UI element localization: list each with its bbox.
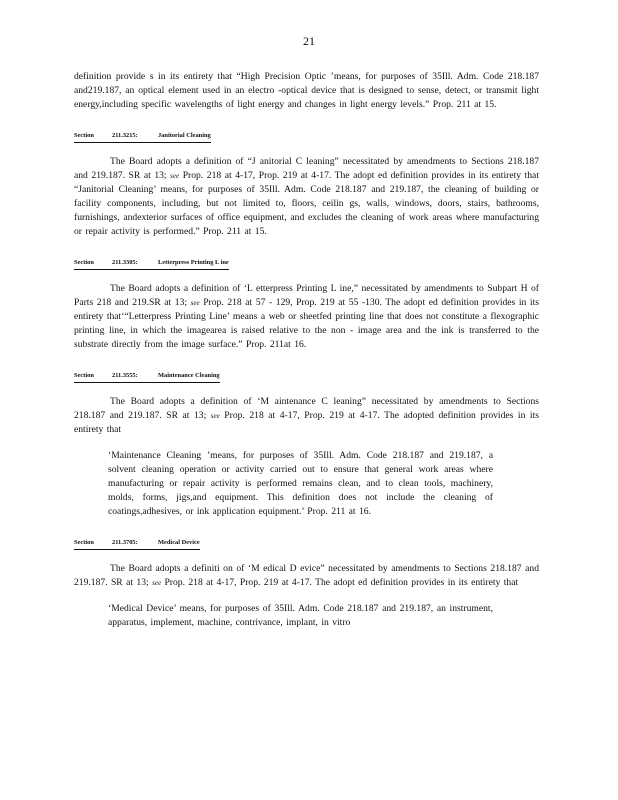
section-heading-janitorial-cleaning (74, 131, 211, 143)
section-number: 211.3705: (112, 539, 138, 546)
section-label: Section (74, 539, 94, 546)
see-signal: see (210, 412, 220, 420)
see-signal: see (170, 172, 180, 180)
block-quote: ‘Medical Device’ means, for purposes of 35Ill. Adm. Code 218.187 and 219.187, an instrument, apparatus, implement, machine, contrivance, implant, in vitro (108, 603, 493, 628)
section-label: Section (74, 259, 94, 266)
see-signal: see (152, 579, 162, 587)
continuation-paragraph: definition provide s in its entirety that “High Precision Optic ’means, for purposes of 35Ill. Adm. Code 218.187 and219.187, an optical element used in an electro -optical device that is designed to sense, detect, or transmit light energy,including specific wavelengths of light energy and changes in light energy levels.” Prop. 211 at 15. (74, 71, 539, 110)
section-title: Maintenance Cleaning (158, 372, 220, 379)
section-paragraph: The Board adopts a definition of ‘L etterpress Printing L ine,” necessitated by amendments to Subpart H of Parts 218 and 219.SR at 13; see Prop. 218 at 57 - 129, Prop. 219 at 55 -130. The adopt ed definition provides in its entirety that‘“Letterpress Printing Line’ means a web or sheetfed printing line that does not constitute a flexographic printing line, in which the imagearea is raised relative to the non - image area and the ink is transferred to the substrate directly from the image surface.” Prop. 211at 16. (74, 283, 539, 350)
section-heading-letterpress-printing-line (74, 258, 229, 270)
section-title: Medical Device (158, 539, 200, 546)
section-title: Janitorial Cleaning (158, 132, 211, 139)
section-paragraph: The Board adopts a definiti on of ‘M edical D evice” necessitated by amendments to Sections 218.187 and 219.187. SR at 13; see Prop. 218 at 4-17, Prop. 219 at 4-17. The adopt ed definition provides in its entirety that (74, 563, 539, 588)
see-signal: see (190, 299, 200, 307)
section-heading-maintenance-cleaning (74, 371, 220, 383)
section-label: Section (74, 372, 94, 379)
section-number: 211.3305: (112, 259, 138, 266)
block-quote: ‘Maintenance Cleaning ’means, for purposes of 35Ill. Adm. Code 218.187 and 219.187, a solvent cleaning operation or activity carried out to ensure that general work areas where manufacturing or repair activity is performed remains clean, and to clean tools, machinery, molds, forms, jigs,and equipment. This definition does not include the cleaning of coatings,adhesives, or ink application equipment.’ Prop. 211 at 16. (108, 450, 493, 517)
section-number: 211.3555: (112, 372, 138, 379)
section-paragraph: The Board adopts a definition of ‘M aintenance C leaning” necessitated by amendments to Sections 218.187 and 219.187. SR at 13; see Prop. 218 at 4-17, Prop. 219 at 4-17. The adopted definition provides in its entirety that (74, 396, 539, 435)
document-body (74, 70, 539, 630)
section-title: Letterpress Printing L ine (158, 259, 229, 266)
section-number: 211.3215: (112, 132, 138, 139)
section-paragraph: The Board adopts a definition of “J anitorial C leaning” necessitated by amendments to Sections 218.187 and 219.187. SR at 13; see Prop. 218 at 4-17, Prop. 219 at 4-17. The adopt ed definition provides in its entirety that “Janitorial Cleaning’ means, for purposes of 35Ill. Adm. Code 218.187 and 219.187, the cleaning of building or facility components, including, but not limited to, floors, ceilin gs, walls, windows, doors, stairs, bathrooms, furnishings, andexterior surfaces of office equipment, and excludes the cleaning of work areas where manufacturing or repair activity is performed.” Prop. 211 at 15. (74, 156, 539, 237)
section-label: Section (74, 132, 94, 139)
page-number: 21 (303, 34, 315, 48)
section-heading-medical-device (74, 538, 200, 550)
